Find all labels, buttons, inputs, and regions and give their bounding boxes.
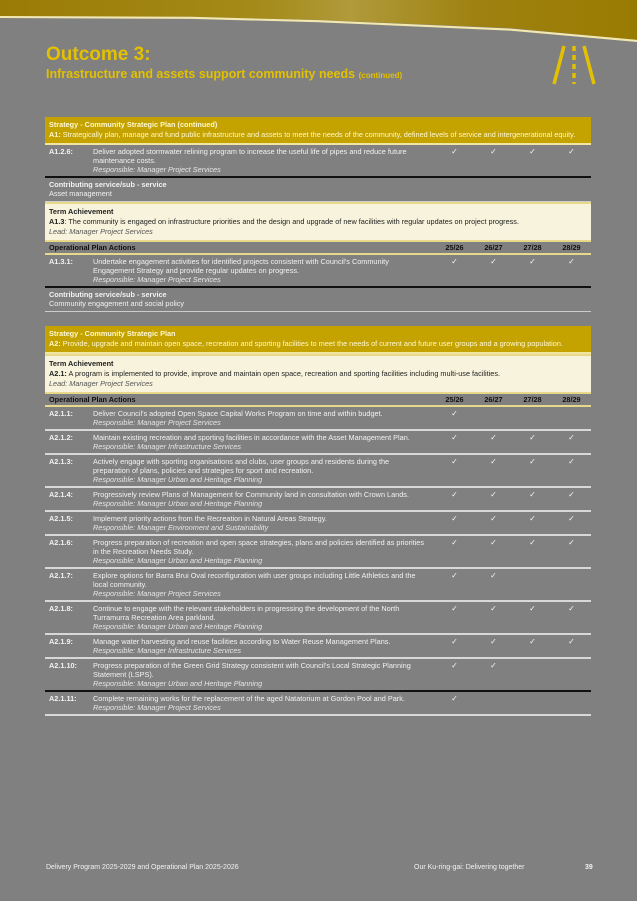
action-code: A2.1.3: (49, 457, 73, 466)
header-banner (0, 0, 637, 40)
tick-icon: ✓ (529, 457, 536, 466)
tick-icon: ✓ (490, 637, 497, 646)
strategy-box-a2 (45, 326, 591, 354)
action-responsible: Responsible: Manager Urban and Heritage Planning (93, 679, 263, 688)
term-heading: Term Achievement (49, 207, 114, 216)
tick-icon: ✓ (529, 490, 536, 499)
subtitle-suffix: (continued) (358, 71, 403, 80)
action-text: Progress preparation of the Green Grid Strategy consistent with Council's Local Strategic Planning Statement (LSPS). (93, 661, 411, 679)
action-responsible: Responsible: Manager Urban and Heritage Planning (93, 499, 263, 508)
tick-icon: ✓ (451, 433, 458, 442)
action-responsible: Responsible: Manager Project Services (93, 418, 221, 427)
action-code: A2.1.7: (49, 571, 73, 580)
term-text (49, 217, 587, 227)
op-plan-label: Operational Plan Actions (49, 395, 136, 404)
action-text: Maintain existing recreation and sporting facilities in accordance with the Asset Management Plan. (93, 433, 410, 442)
action-responsible: Responsible: Manager Project Services (93, 589, 221, 598)
action-desc (93, 694, 435, 712)
subtitle-text: Infrastructure and assets support community needs (46, 67, 356, 81)
action-text: Deliver adopted stormwater relining program to increase the useful life of pipes and reduce future maintenance costs. (93, 147, 407, 165)
action-text: Actively engage with sporting organisations and clubs, user groups and residents during the preparation of plans, policies and strategies for sport and recreation. (93, 457, 390, 475)
action-desc (93, 604, 435, 631)
action-responsible: Responsible: Manager Project Services (93, 275, 221, 284)
tick-icon: ✓ (490, 433, 497, 442)
page-title: Outcome 3: (46, 44, 151, 65)
actions-table (45, 117, 591, 716)
tick-icon: ✓ (568, 257, 575, 266)
tick-icon: ✓ (568, 538, 575, 547)
tick-icon: ✓ (490, 604, 497, 613)
action-text: Undertake engagement activities for identified projects consistent with Council's Community Engagement Strategy and provide regular updates on progress. (93, 257, 389, 275)
col-header: 27/28 (523, 395, 542, 404)
strategy-text (49, 130, 587, 140)
action-responsible: Responsible: Manager Urban and Heritage Planning (93, 475, 263, 484)
tick-icon: ✓ (451, 490, 458, 499)
tick-icon: ✓ (451, 538, 458, 547)
term-lead: Lead: Manager Project Services (49, 227, 153, 236)
term-desc: A program is implemented to provide, improve and maintain open space, recreation and sporting facilities including multi-use facilities. (68, 369, 501, 378)
strategy-desc: Strategically plan, manage and fund public infrastructure and assets to meet the needs of the community, defined levels of service and intergenerational equity. (62, 130, 576, 139)
action-responsible: Responsible: Manager Infrastructure Services (93, 646, 242, 655)
op-plan-header (45, 394, 591, 407)
action-code: A2.1.1: (49, 409, 73, 418)
tick-icon: ✓ (568, 604, 575, 613)
col-header: 28/29 (562, 243, 581, 252)
action-desc (93, 147, 435, 174)
action-responsible: Responsible: Manager Urban and Heritage Planning (93, 556, 263, 565)
contrib-heading: Contributing service/sub - service (49, 180, 167, 189)
strategy-desc: Provide, upgrade and maintain open space, recreation and sporting facilities to meet the needs of current and future user groups and a growing population. (62, 339, 563, 348)
table-row (45, 569, 591, 602)
tick-icon: ✓ (451, 409, 458, 418)
a2-rows (45, 407, 591, 716)
action-desc (93, 514, 435, 532)
op-plan-label: Operational Plan Actions (49, 243, 136, 252)
action-code: A1.3.1: (49, 257, 73, 266)
table-row (45, 407, 591, 431)
tick-icon: ✓ (490, 538, 497, 547)
action-desc (93, 433, 435, 451)
table-row (45, 455, 591, 488)
col-header: 26/27 (484, 243, 503, 252)
tick-icon: ✓ (451, 147, 458, 156)
action-code: A2.1.10: (49, 661, 77, 670)
footer-doc-title: Delivery Program 2025-2029 and Operational Plan 2025-2026 (46, 864, 239, 871)
tick-icon: ✓ (451, 514, 458, 523)
action-code: A2.1.8: (49, 604, 73, 613)
tick-icon: ✓ (529, 257, 536, 266)
tick-icon: ✓ (451, 604, 458, 613)
action-desc (93, 637, 435, 655)
table-row (45, 488, 591, 512)
tick-icon: ✓ (529, 604, 536, 613)
road-icon (550, 40, 598, 88)
tick-icon: ✓ (529, 637, 536, 646)
action-code: A2.1.11: (49, 694, 77, 703)
action-text: Deliver Council's adopted Open Space Capital Works Program on time and within budget. (93, 409, 383, 418)
contributing-service (45, 288, 591, 312)
table-row (45, 602, 591, 635)
strategy-text (49, 339, 587, 349)
tick-icon: ✓ (490, 147, 497, 156)
action-desc (93, 538, 435, 565)
op-plan-header (45, 242, 591, 255)
contrib-text: Asset management (49, 189, 112, 198)
strategy-code: A1: (49, 130, 61, 139)
table-row (45, 635, 591, 659)
page-number: 39 (585, 864, 593, 871)
term-code: A2.1: (49, 369, 67, 378)
term-text (49, 369, 587, 379)
table-row (45, 659, 591, 692)
action-desc (93, 661, 435, 688)
table-row (45, 512, 591, 536)
tick-icon: ✓ (451, 571, 458, 580)
table-row (45, 145, 591, 178)
page-title-block (46, 44, 402, 84)
action-desc (93, 490, 435, 508)
action-code: A2.1.9: (49, 637, 73, 646)
tick-icon: ✓ (568, 433, 575, 442)
action-code: A2.1.2: (49, 433, 73, 442)
col-header: 28/29 (562, 395, 581, 404)
page-subtitle (46, 66, 402, 84)
tick-icon: ✓ (568, 637, 575, 646)
term-achievement-a2-1 (45, 354, 591, 394)
term-desc: : The community is engaged on infrastructure priorities and the design and upgrade of new facilities with regular updates on project progress. (64, 217, 519, 226)
tick-icon: ✓ (451, 457, 458, 466)
action-text: Explore options for Barra Brui Oval reconfiguration with user groups including Little Athletics and the local community. (93, 571, 416, 589)
action-text: Complete remaining works for the replacement of the aged Natatorium at Gordon Pool and Park. (93, 694, 405, 703)
strategy-heading: Strategy - Community Strategic Plan (49, 329, 176, 338)
term-code: A1.3 (49, 217, 65, 226)
term-achievement-a1-3 (45, 202, 591, 242)
action-code: A2.1.6: (49, 538, 73, 547)
action-responsible: Responsible: Manager Environment and Sustainability (93, 523, 269, 532)
tick-icon: ✓ (451, 257, 458, 266)
tick-icon: ✓ (490, 661, 497, 670)
action-text: Progress preparation of recreation and open space strategies, plans and policies identified as priorities in the Recreation Needs Study. (93, 538, 424, 556)
term-lead: Lead: Manager Project Services (49, 379, 153, 388)
tick-icon: ✓ (451, 661, 458, 670)
action-text: Implement priority actions from the Recreation in Natural Areas Strategy. (93, 514, 327, 523)
tick-icon: ✓ (490, 457, 497, 466)
tick-icon: ✓ (568, 490, 575, 499)
contrib-text: Community engagement and social policy (49, 299, 185, 308)
action-code: A2.1.5: (49, 514, 73, 523)
action-responsible: Responsible: Manager Urban and Heritage Planning (93, 622, 263, 631)
contrib-heading: Contributing service/sub - service (49, 290, 167, 299)
tick-icon: ✓ (529, 147, 536, 156)
action-text: Continue to engage with the relevant stakeholders in progressing the development of the North Turramurra Recreation Area parkland. (93, 604, 400, 622)
tick-icon: ✓ (490, 490, 497, 499)
tick-icon: ✓ (568, 514, 575, 523)
tick-icon: ✓ (451, 637, 458, 646)
table-row (45, 255, 591, 288)
action-desc (93, 457, 435, 484)
action-desc (93, 571, 435, 598)
contributing-service (45, 178, 591, 202)
action-responsible: Responsible: Manager Project Services (93, 165, 221, 174)
table-row (45, 692, 591, 716)
action-text: Manage water harvesting and reuse facilities according to Water Reuse Management Plans. (93, 637, 391, 646)
action-text: Progressively review Plans of Management for Community land in consultation with Crown Lands. (93, 490, 409, 499)
action-code: A2.1.4: (49, 490, 73, 499)
tick-icon: ✓ (568, 147, 575, 156)
tick-icon: ✓ (490, 257, 497, 266)
tick-icon: ✓ (568, 457, 575, 466)
strategy-code: A2: (49, 339, 61, 348)
col-header: 26/27 (484, 395, 503, 404)
col-header: 27/28 (523, 243, 542, 252)
table-row (45, 431, 591, 455)
table-row (45, 536, 591, 569)
tick-icon: ✓ (529, 538, 536, 547)
tick-icon: ✓ (529, 514, 536, 523)
strategy-heading: Strategy - Community Strategic Plan (continued) (49, 120, 218, 129)
tick-icon: ✓ (490, 571, 497, 580)
term-heading: Term Achievement (49, 359, 114, 368)
tick-icon: ✓ (529, 433, 536, 442)
tick-icon: ✓ (451, 694, 458, 703)
col-header: 25/26 (445, 243, 464, 252)
action-responsible: Responsible: Manager Project Services (93, 703, 221, 712)
action-desc (93, 257, 435, 284)
strategy-box-a1 (45, 117, 591, 145)
col-header: 25/26 (445, 395, 464, 404)
tick-icon: ✓ (490, 514, 497, 523)
action-code: A1.2.6: (49, 147, 73, 156)
action-responsible: Responsible: Manager Infrastructure Services (93, 442, 242, 451)
footer-tagline: Our Ku-ring-gai: Delivering together (414, 864, 525, 871)
action-desc (93, 409, 435, 427)
